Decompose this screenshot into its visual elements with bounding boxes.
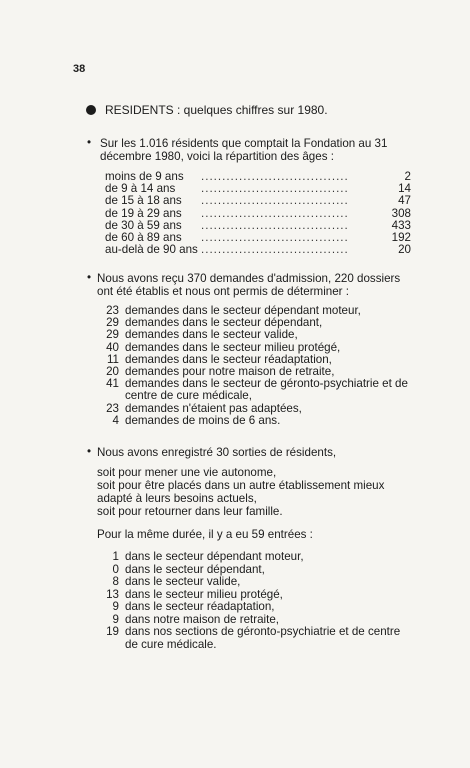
count-number: 29 [106,328,119,342]
row-text: centre de cure médicale, [125,389,252,403]
count-number: 0 [112,562,119,576]
count-number: 1 [112,550,119,563]
count-number: 23 [106,304,119,317]
row-text: demandes dans le secteur de géronto-psychiatrie et de [125,377,408,391]
paragraph-line: Nous avons enregistré 30 sorties de résidents, [97,446,337,459]
section-heading [86,103,328,117]
bullet-icon [86,105,96,115]
row-text: dans le secteur réadaptation, [125,600,275,613]
count-number: 29 [106,316,119,330]
row-text: demandes dans le secteur réadaptation, [125,352,332,366]
heading-text: RESIDENTS : quelques chiffres sur 1980. [105,103,328,117]
paragraph-line: ont été établis et nous ont permis de déterminer : [97,285,349,298]
sortie-line: soit pour être placés dans un autre établissement mieux [97,479,385,492]
row-text: demandes de moins de 6 ans. [125,413,281,427]
leader-dots: ................................... [201,206,349,220]
leader-dots: ................................... [201,182,349,196]
sortie-line: soit pour retourner dans leur famille. [97,505,283,518]
count-number: 23 [106,401,119,415]
page-number: 38 [73,63,86,75]
age-value: 47 [398,194,411,208]
leader-dots: ................................... [201,170,349,183]
row-text: dans le secteur valide, [125,575,241,588]
age-label: de 9 à 14 ans [105,182,176,196]
sortie-line: soit pour mener une vie autonome, [97,466,277,479]
paragraph-line: décembre 1980, voici la répartition des âges : [100,150,334,163]
count-number: 40 [106,340,119,354]
count-number: 9 [112,600,119,613]
row-text: dans le secteur dépendant, [125,562,265,576]
paragraph-line: Sur les 1.016 résidents que comptait la Fondation au 31 [100,137,388,150]
row-text: demandes dans le secteur dépendant moteur, [125,304,361,317]
row-text: demandes n'étaient pas adaptées, [125,401,302,415]
count-number: 13 [106,587,119,601]
sortie-line: adapté à leurs besoins actuels, [97,492,257,505]
leader-dots: ................................... [201,194,349,208]
age-label: de 19 à 29 ans [105,206,182,220]
age-value: 20 [398,243,411,257]
leader-dots: ................................... [201,218,349,232]
row-text: demandes dans le secteur milieu protégé, [125,340,341,354]
row-text: dans le secteur dépendant moteur, [125,550,304,563]
paragraph-line: Pour la même durée, il y a eu 59 entrées : [97,528,313,541]
count-number: 19 [106,625,119,638]
age-row [105,243,411,257]
bullet-icon: • [87,136,92,149]
age-value: 308 [391,206,411,220]
age-value: 433 [391,218,411,232]
leader-dots: ................................... [201,231,349,244]
count-number: 11 [106,352,119,366]
bullet-icon: • [87,445,92,458]
age-label: de 30 à 59 ans [105,218,182,232]
row-text: de cure médicale. [125,637,217,651]
age-label: de 60 à 89 ans [105,231,182,244]
age-label: au-delà de 90 ans [105,243,198,257]
count-number: 9 [112,612,119,626]
row-text: dans nos sections de géronto-psychiatrie et de centre [125,625,401,638]
bullet-icon: • [87,271,92,284]
count-number: 8 [112,575,119,588]
paragraph-line: Nous avons reçu 370 demandes d'admission, 220 dossiers [97,272,401,285]
age-value: 14 [398,182,411,196]
row-text: demandes dans le secteur valide, [125,328,298,342]
count-number: 20 [106,365,119,378]
row-text: demandes dans le secteur dépendant, [125,316,323,330]
row-text: dans le secteur milieu protégé, [125,587,283,601]
row-text: dans notre maison de retraite, [125,612,280,626]
count-number: 4 [112,413,119,427]
age-value: 192 [391,231,411,244]
count-number: 41 [106,377,119,391]
leader-dots: ................................... [201,243,349,257]
age-label: de 15 à 18 ans [105,194,182,208]
age-label: moins de 9 ans [105,170,184,183]
age-value: 2 [404,170,411,183]
row-text: demandes pour notre maison de retraite, [125,365,335,378]
